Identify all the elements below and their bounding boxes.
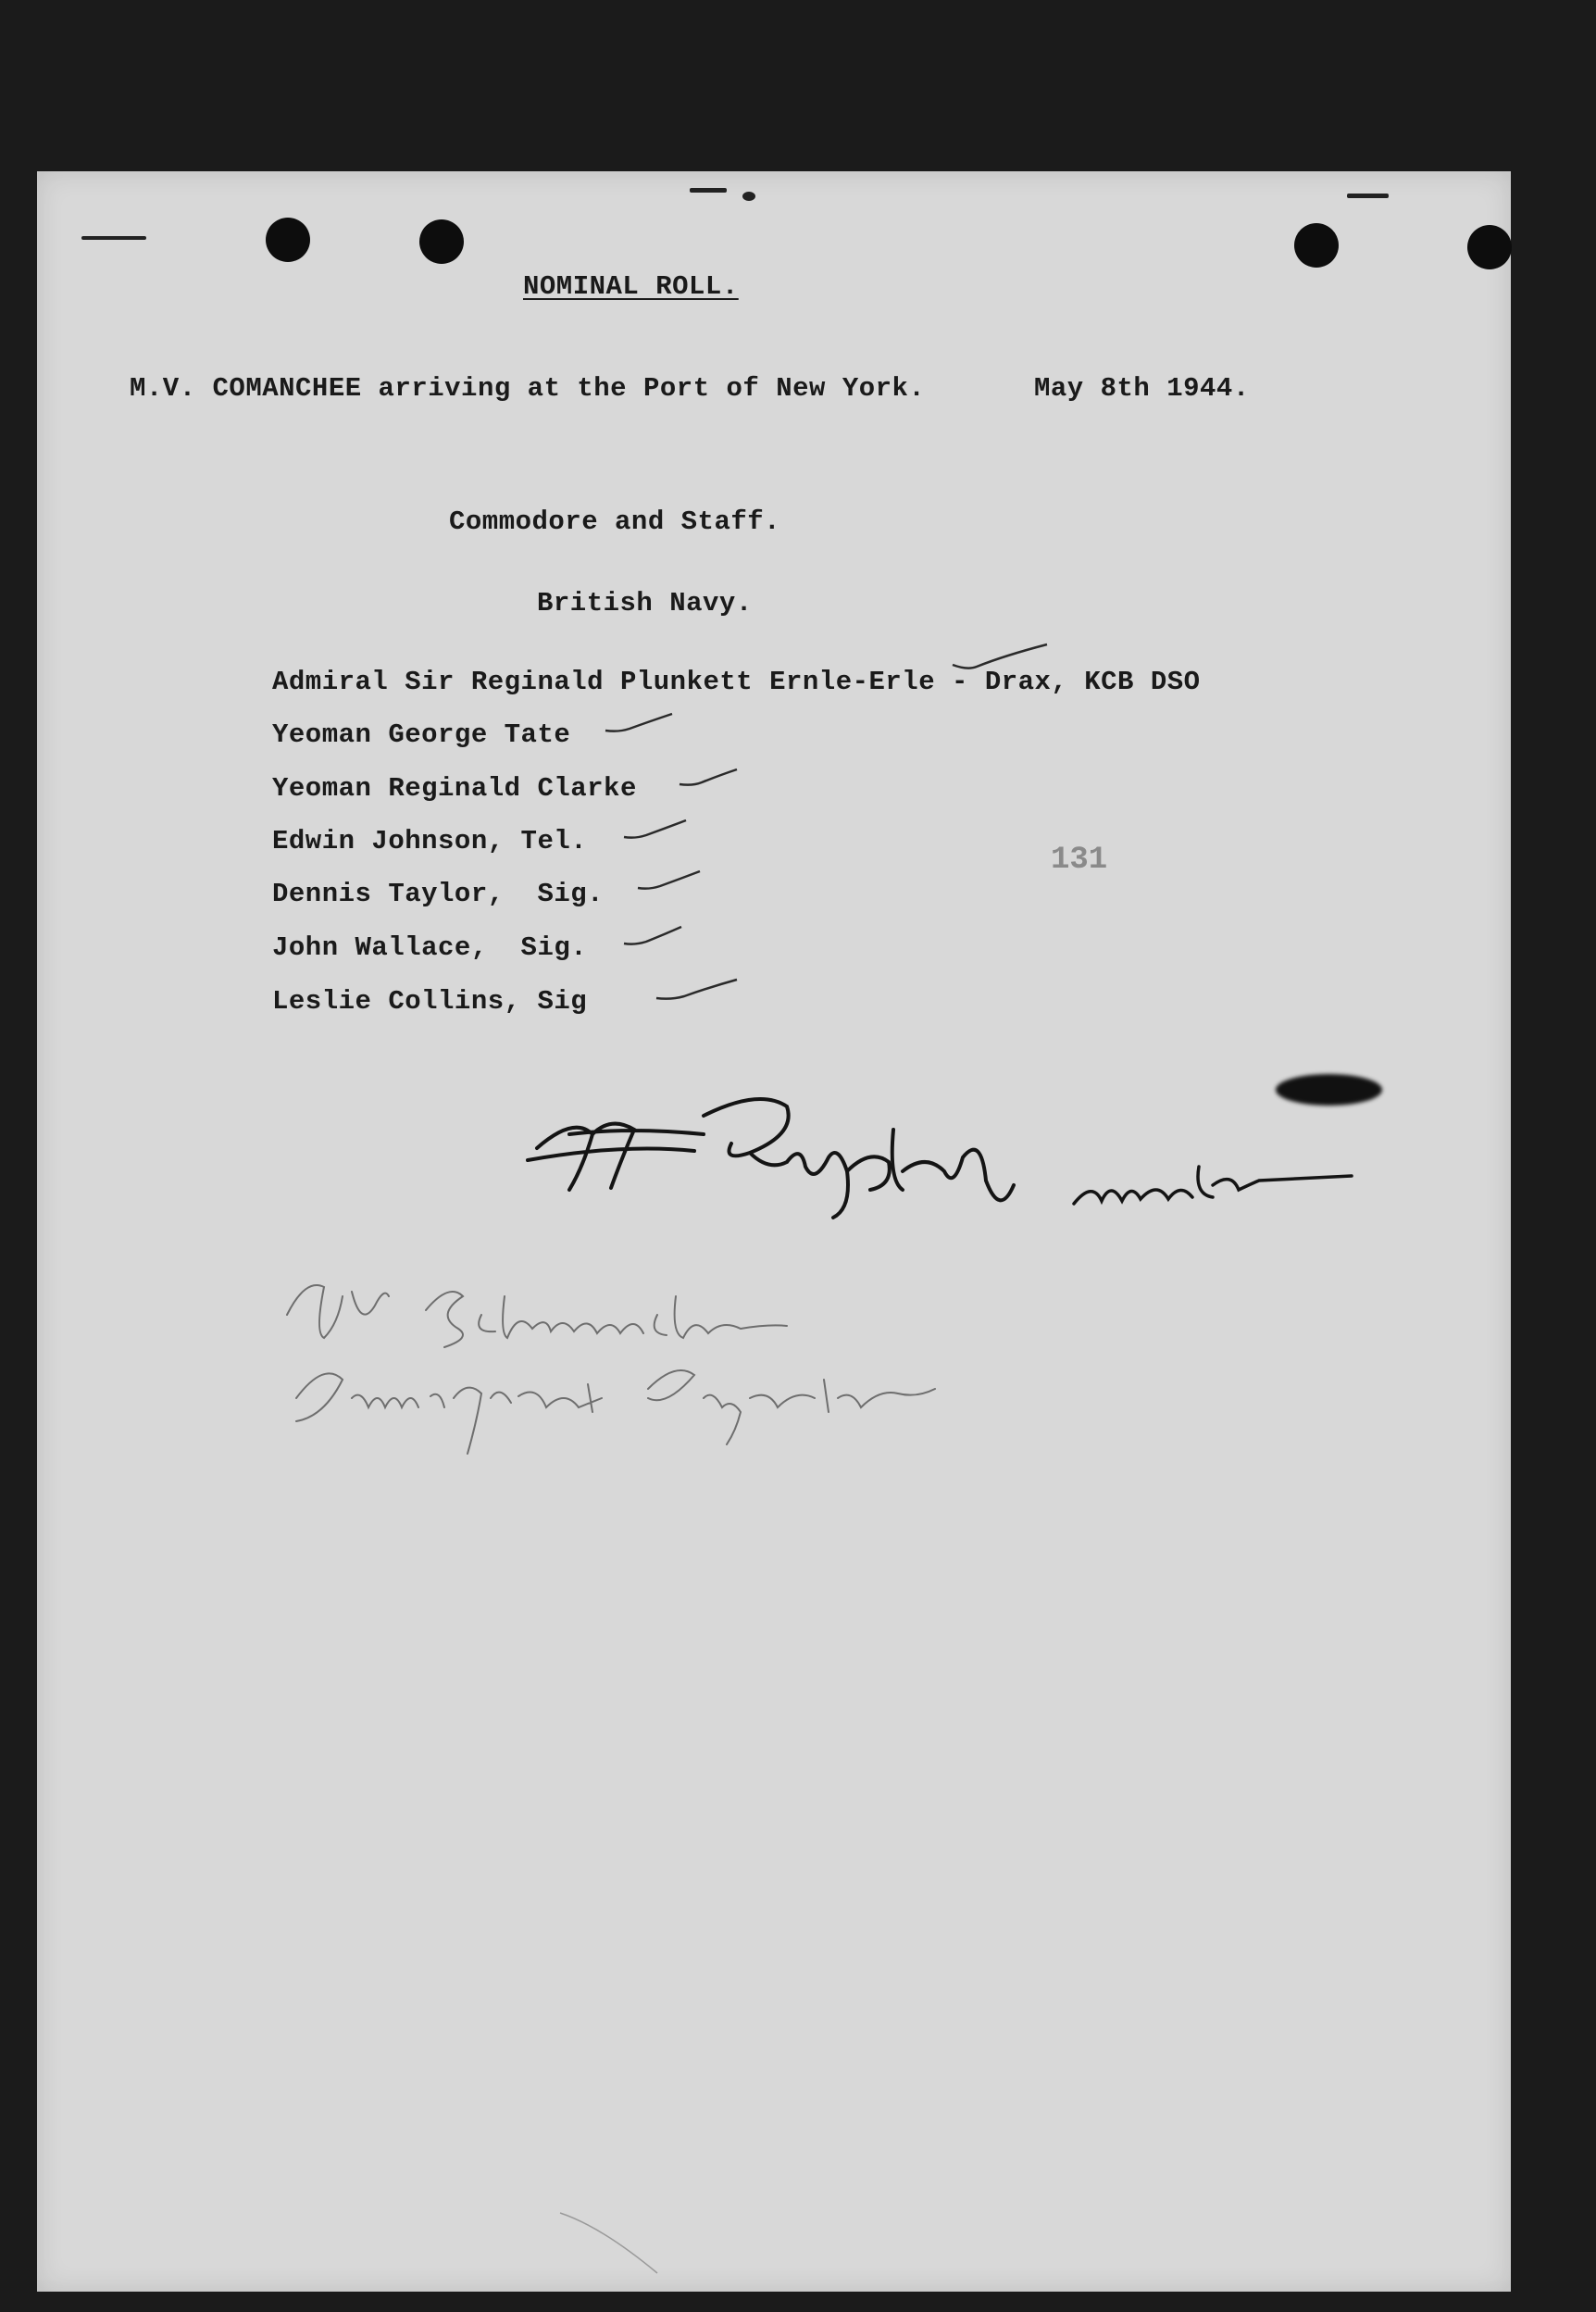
- crew-entry: Admiral Sir Reginald Plunkett Ernle-Erle - Drax, KCB DSO: [272, 667, 1201, 697]
- checkmark-icon: [634, 866, 704, 898]
- checkmark-icon: [620, 921, 685, 954]
- punch-hole: [1467, 225, 1512, 269]
- speck-mark: [81, 236, 146, 240]
- document-title: NOMINAL ROLL.: [523, 271, 739, 302]
- document-page: [37, 171, 1511, 2292]
- stamp-number: 131: [1051, 843, 1108, 878]
- inspector-signature: [268, 1259, 1028, 1472]
- crew-entry: Yeoman Reginald Clarke: [272, 773, 637, 804]
- section-heading: Commodore and Staff.: [449, 506, 781, 537]
- crew-entry: Leslie Collins, Sig: [272, 986, 588, 1017]
- checkmark-icon: [620, 815, 690, 847]
- checkmark-icon: [676, 764, 741, 796]
- speck-mark: [1347, 194, 1389, 198]
- subsection-heading: British Navy.: [537, 588, 753, 619]
- crew-entry: Yeoman George Tate: [272, 719, 571, 750]
- checkmark-icon: [949, 639, 1051, 681]
- speck-mark: [690, 188, 727, 193]
- crew-entry: John Wallace, Sig.: [272, 932, 588, 963]
- pencil-mark: [555, 2208, 667, 2282]
- speck-mark: [742, 192, 755, 201]
- punch-hole: [1294, 223, 1339, 268]
- punch-hole: [266, 218, 310, 262]
- vessel-arrival-line: M.V. COMANCHEE arriving at the Port of New York.: [130, 373, 926, 404]
- checkmark-icon: [653, 972, 741, 1009]
- punch-hole: [419, 219, 464, 264]
- crew-entry: Dennis Taylor, Sig.: [272, 879, 605, 909]
- crew-entry: Edwin Johnson, Tel.: [272, 826, 588, 856]
- checkmark-icon: [602, 708, 676, 741]
- master-signature: [481, 1079, 1370, 1236]
- arrival-date: May 8th 1944.: [1034, 373, 1250, 404]
